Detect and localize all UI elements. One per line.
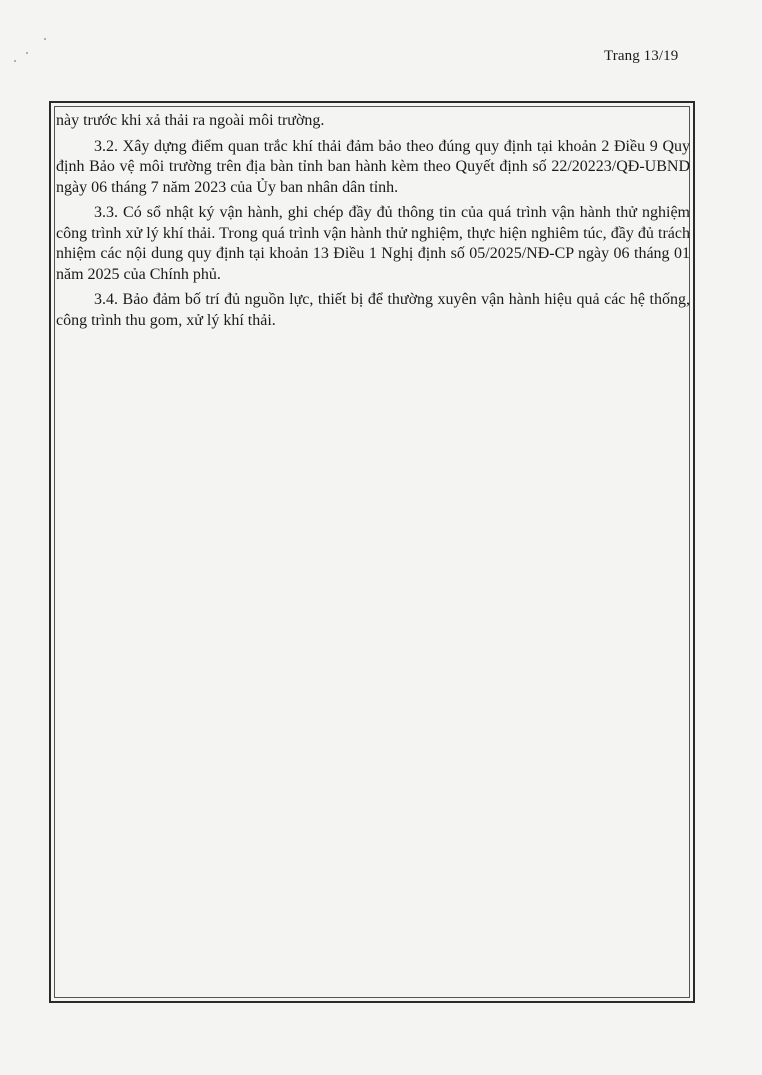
document-body (56, 111, 690, 336)
paragraph-3-4: 3.4. Bảo đảm bố trí đủ nguồn lực, thiết bị để thường xuyên vận hành hiệu quả các hệ thống, công trình thu gom, xử lý khí thải. (56, 291, 690, 329)
scan-speck (26, 52, 28, 54)
paragraph-3-3: 3.3. Có sổ nhật ký vận hành, ghi chép đầy đủ thông tin của quá trình vận hành thử nghiệm công trình xử lý khí thải. Trong quá trình vận hành thử nghiệm, thực hiện nghiêm túc, đầy đủ trách nhiệm các nội dung quy định tại khoản 13 Điều 1 Nghị định số 05/2025/NĐ-CP ngày 06 tháng 01 năm 2025 của Chính phủ. (56, 204, 690, 283)
scan-speck (14, 60, 16, 62)
paragraph-continuation: này trước khi xả thải ra ngoài môi trường. (56, 112, 325, 129)
page-number: Trang 13/19 (604, 48, 679, 64)
document-frame (49, 101, 695, 1003)
scan-speck (44, 38, 46, 40)
paragraph-3-2: 3.2. Xây dựng điểm quan trắc khí thải đảm bảo theo đúng quy định tại khoản 2 Điều 9 Quy định Bảo vệ môi trường trên địa bàn tỉnh ban hành kèm theo Quyết định số 22/20223/QĐ-UBND ngày 06 tháng 7 năm 2023 của Ủy ban nhân dân tỉnh. (56, 137, 690, 196)
